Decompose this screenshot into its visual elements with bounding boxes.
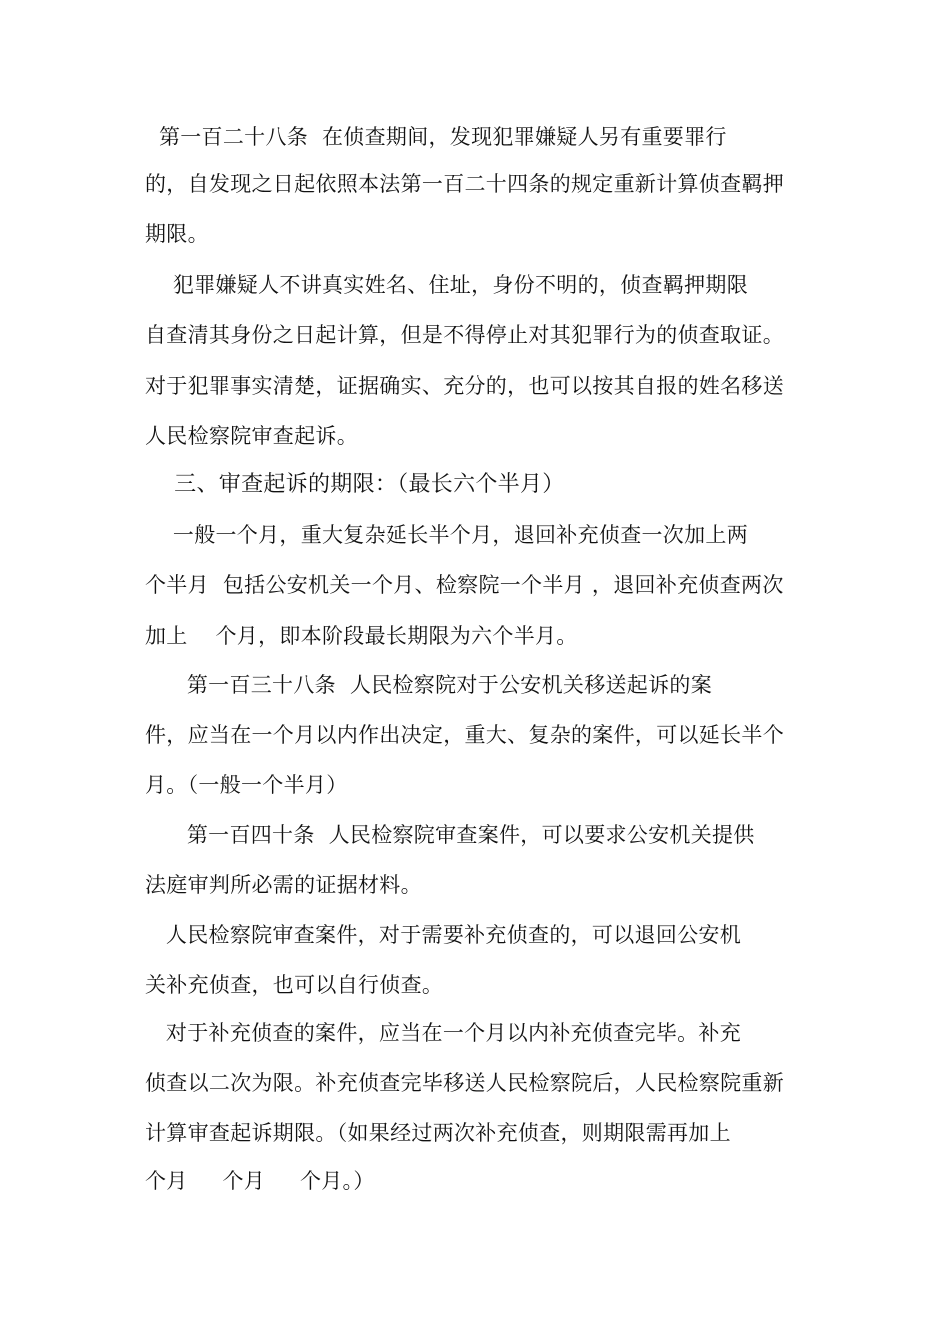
text-line: 第一百三十八条 人民检察院对于公安机关移送起诉的案 [145,673,712,697]
text-line: 月。（一般一个半月） [145,773,348,797]
text-line: 期限。 [145,222,209,246]
text-line: 人民检察院审查起诉。 [145,424,358,448]
text-line: 侦查以二次为限。补充侦查完毕移送人民检察院后，人民检察院重新 [145,1071,784,1095]
text-line: 件，应当在一个月以内作出决定，重大、复杂的案件，可以延长半个 [145,723,784,747]
section-heading: 三、审查起诉的期限：（最长六个半月） [145,472,565,497]
text-line: 自查清其身份之日起计算，但是不得停止对其犯罪行为的侦查取证。 [145,323,784,347]
text-line: 一般一个月，重大复杂延长半个月，退回补充侦查一次加上两 [145,523,748,547]
text-line: 的，自发现之日起依照本法第一百二十四条的规定重新计算侦查羁押 [145,172,784,196]
text-line: 加上 个月，即本阶段最长期限为六个半月。 [145,624,578,648]
text-line: 个半月 包括公安机关一个月、检察院一个半月 ，退回补充侦查两次 [145,573,784,597]
text-line: 法庭审判所必需的证据材料。 [145,873,422,897]
text-line: 个月 个月 个月。） [145,1169,375,1193]
text-line: 人民检察院审查案件，对于需要补充侦查的，可以退回公安机 [145,923,742,947]
text-line: 对于犯罪事实清楚，证据确实、充分的，也可以按其自报的姓名移送 [145,374,784,398]
text-line: 第一百二十八条 在侦查期间，发现犯罪嫌疑人另有重要罪行 [145,125,727,149]
text-line: 计算审查起诉期限。（如果经过两次补充侦查，则期限需再加上 [145,1121,731,1145]
text-line: 犯罪嫌疑人不讲真实姓名、住址，身份不明的，侦查羁押期限 [145,273,748,297]
text-line: 第一百四十条 人民检察院审查案件，可以要求公安机关提供 [145,823,755,847]
text-line: 关补充侦查，也可以自行侦查。 [145,973,444,997]
text-line: 对于补充侦查的案件，应当在一个月以内补充侦查完毕。补充 [145,1021,742,1045]
